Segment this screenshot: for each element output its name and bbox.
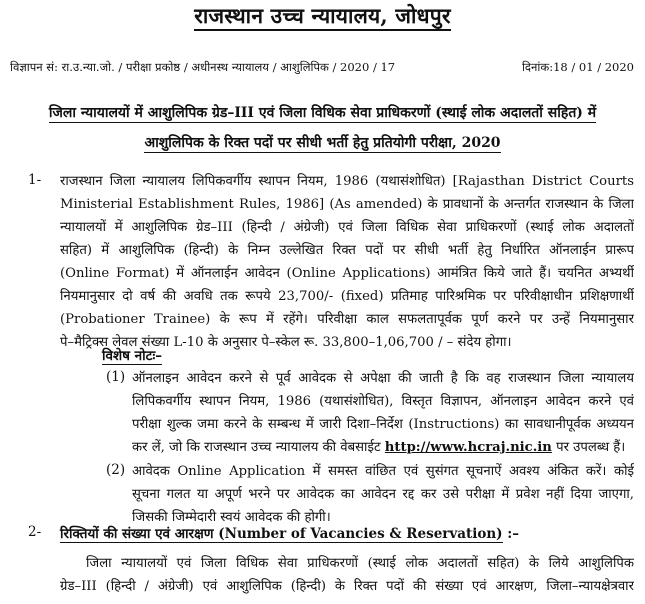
subject-line-2: आशुलिपिक के रिक्त पदों पर सीधी भर्ती हेतु प्रतियोगी परीक्षा, 2020 (144, 135, 501, 151)
website-link[interactable]: http://www.hcraj.nic.in (384, 440, 552, 455)
section-1-line: (Probationer Trainee) के रूप में रहेंगे। परिवीक्षा काल सफलतापूर्वक पूर्ण करने पर उन्हें नियमानुसार (60, 312, 634, 327)
section-2-line: ग्रेड–III (हिन्दी / अंग्रेजी) एवं आशुलिपिक (हिन्दी) के रिक्त पदों की संख्या एवं आरक्षण, जिला–न्यायक्षेत्रवार (60, 579, 634, 594)
section-1-line: न्यायालयों में आशुलिपिक ग्रेड–III (हिन्दी / अंग्रेजी) एवं जिला विधिक सेवा प्राधिकरणों (स्थाई लोक अदालतों (60, 220, 634, 235)
section-1-paragraph (60, 170, 634, 354)
note-item-1-line: लिपिकवर्गीय स्थापन नियम, 1986 (यथासंशोधित), विस्तृत विज्ञापन, ऑनलाइन आवेदन करने एवं (132, 394, 634, 409)
section-2-number: 2- (28, 524, 42, 540)
subject-line-1: जिला न्यायालयों में आशुलिपिक ग्रेड–III एवं जिला विधिक सेवा प्राधिकरणों (स्थाई लोक अदालतों सहित) में (48, 105, 597, 121)
note-item-2-line: सूचना गलत या अपूर्ण भरने पर आवेदक का आवेदन रद्द कर उसे परीक्षा में प्रवेश नहीं दिया जाएगा, (132, 487, 634, 502)
note-item-2-line: जिसकी जिम्मेदारी स्वयं आवेदक की होगी। (132, 510, 331, 525)
section-1-line: नियमानुसार दो वर्ष की अवधि तक रूपये 23,700/- (fixed) प्रतिमाह पारिश्रमिक पर परिवीक्षाधीन प्रशिक्षणार्थी (60, 289, 634, 304)
note-heading: विशेष नोटः– (102, 348, 162, 364)
section-2-heading: रिक्तियों की संख्या एवं आरक्षण (Number of Vacancies & Reservation) :– (60, 526, 519, 542)
section-2-line: जिला न्यायालयों एवं जिला विधिक सेवा प्राधिकरणों (स्थाई लोक अदालतों सहित) के लिये आशुलिपिक (86, 556, 634, 571)
note-item-2-number: (2) (106, 462, 126, 478)
section-2-paragraph (60, 552, 634, 598)
page-title-text: राजस्थान उच्च न्यायालय, जोधपुर (194, 3, 450, 31)
section-1-line: सहित) में आशुलिपिक (हिन्दी) के निम्न उल्लेखित रिक्त पदों पर सीधी भर्ती हेतु निर्धारित ऑनलाईन प्रारूप (60, 243, 634, 258)
note-item-1-text: पर उपलब्ध हैं। (556, 440, 626, 455)
note-item-1-number: (1) (106, 369, 126, 385)
section-1-line: Ministerial Establishment Rules, 1986] (As amended) के प्रावधानों के अन्तर्गत राजस्थान के जिला (60, 197, 634, 212)
note-item-1-line (132, 436, 634, 459)
section-1-line: राजस्थान जिला न्यायालय लिपिकवर्गीय स्थापन नियम, 1986 (यथासंशोधित) [Rajasthan District Courts (60, 174, 634, 189)
note-item-2-line: आवेदक Online Application में समस्त वांछित एवं सुसंगत सूचनाऐं अवश्य अंकित करें। कोई (132, 464, 634, 479)
advertisement-reference (10, 60, 634, 75)
note-item-1 (132, 367, 634, 459)
note-item-1-line: परीक्षा शुल्क जमा करने के सम्बन्ध में जारी दिशा–निर्देश (Instructions) का सावधानीपूर्वक अध्ययन (132, 417, 634, 432)
section-1-line: (Online Format) में ऑनलाईन आवेदन (Online Applications) आमंत्रित किये जाते हैं। चयनित अभ्यर्थी (60, 266, 634, 281)
note-item-1-line: ऑनलाइन आवेदन करने से पूर्व आवेदक से अपेक्षा की जाती है कि वह राजस्थान जिला न्यायालय (132, 371, 634, 386)
page-title (0, 2, 645, 30)
advertisement-number: विज्ञापन सं: रा.उ.न्या.जो. / परीक्षा प्रकोष्ठ / अधीनस्थ न्यायालय / आशुलिपिक / 2020 / 17 (10, 60, 396, 74)
section-1-number: 1- (28, 172, 42, 188)
note-item-1-text: कर लें, जो कि राजस्थान उच्च न्यायालय की वेबसाईट (132, 440, 381, 455)
section-2-heading-suffix: :– (507, 526, 519, 542)
advertisement-date: दिनांक:18 / 01 / 2020 (521, 60, 634, 74)
section-1-line: पे–मैट्रिक्स लेवल संख्या L-10 के अनुसार पे–स्केल रू. 33,800–1,06,700 / – संदेय होगा। (60, 335, 512, 350)
note-item-2 (132, 460, 634, 529)
